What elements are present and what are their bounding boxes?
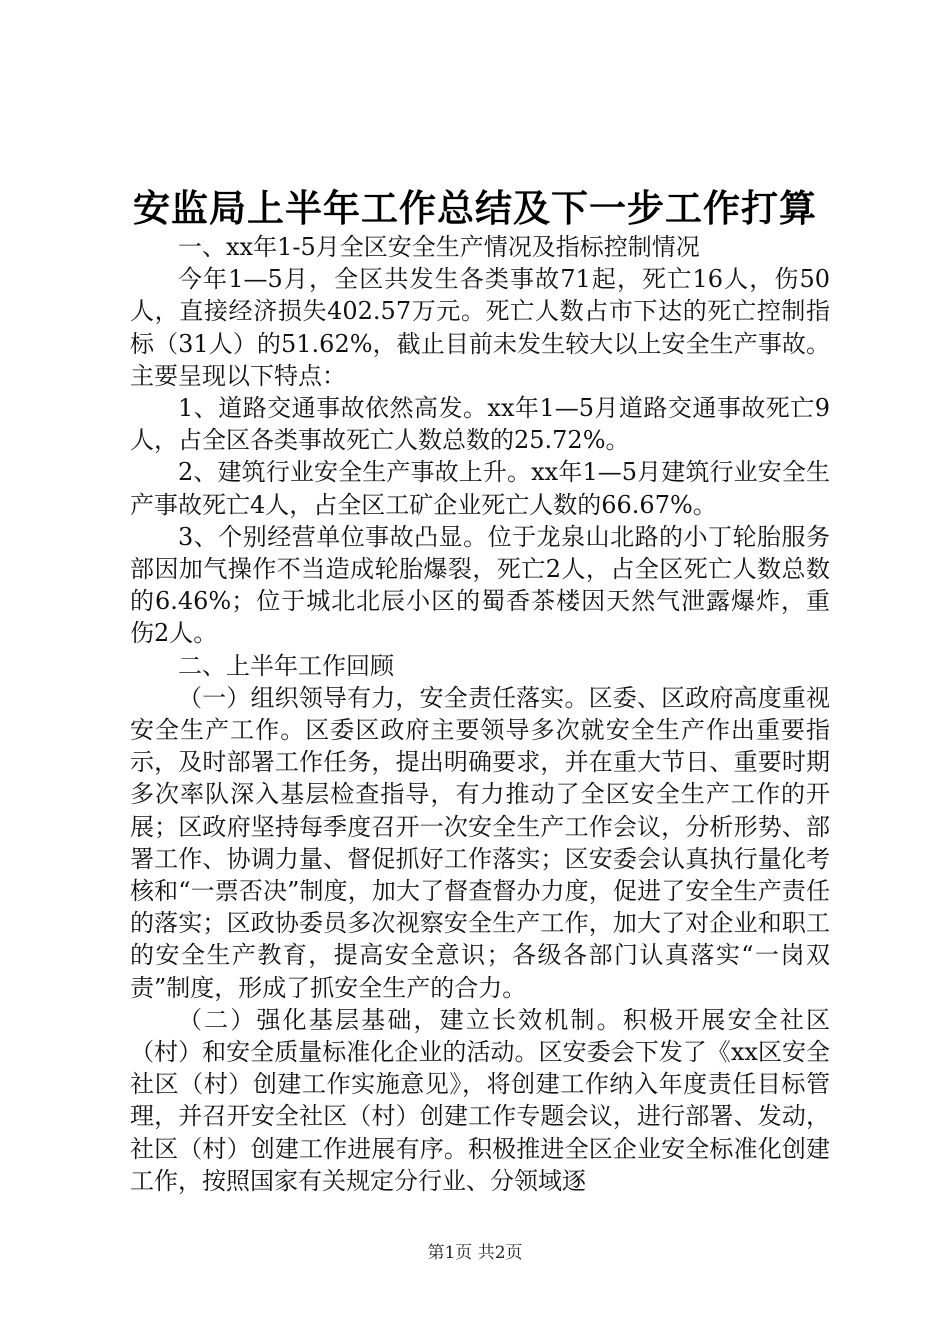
body-paragraph: 今年1—5月，全区共发生各类事故71起，死亡16人，伤50人，直接经济损失402.57万元。死亡人数占市下达的死亡控制指标（31人）的51.62%，截止目前未发生较大以上安全生产事故。主要呈现以下特点： bbox=[130, 265, 830, 390]
subsection-paragraph-1: （一）组织领导有力，安全责任落实。区委、区政府高度重视安全生产工作。区委区政府主要领导多次就安全生产作出重要指示，及时部署工作任务，提出明确要求，并在重大节日、重要时期多次率队深入基层检查指导，有力推动了全区安全生产工作的开展；区政府坚持每季度召开一次安全生产工作会议，分析形势、部署工作、协调力量、督促抓好工作落实；区安委会认真执行量化考核和“一票否决”制度，加大了督查督办力度，促进了安全生产责任的落实；区政协委员多次视察安全生产工作，加大了对企业和职工的安全生产教育，提高安全意识；各级各部门认真落实“一岗双责”制度，形成了抓安全生产的合力。 bbox=[130, 683, 830, 1002]
list-item-2: 2、建筑行业安全生产事故上升。xx年1—5月建筑行业安全生产事故死亡4人，占全区工矿企业死亡人数的66.67%。 bbox=[130, 458, 830, 519]
list-item-3: 3、个别经营单位事故凸显。位于龙泉山北路的小丁轮胎服务部因加气操作不当造成轮胎爆裂，死亡2人，占全区死亡人数总数的6.46%；位于城北北辰小区的蜀香茶楼因天然气泄露爆炸，重伤2人。 bbox=[130, 522, 830, 648]
list-item-1: 1、道路交通事故依然高发。xx年1—5月道路交通事故死亡9人，占全区各类事故死亡人数总数的25.72%。 bbox=[130, 394, 830, 455]
subsection-paragraph-2: （二）强化基层基础，建立长效机制。积极开展安全社区（村）和安全质量标准化企业的活动。区安委会下发了《xx区安全社区（村）创建工作实施意见》，将创建工作纳入年度责任目标管理，并召开安全社区（村）创建工作专题会议，进行部署、发动，社区（村）创建工作进展有序。积极推进全区企业安全标准化创建工作，按照国家有关规定分行业、分领域逐 bbox=[130, 1005, 830, 1195]
section-heading-2: 二、上半年工作回顾 bbox=[178, 651, 394, 680]
document-title: 安监局上半年工作总结及下一步工作打算 bbox=[133, 186, 817, 230]
section-heading-1: 一、xx年1-5月全区安全生产情况及指标控制情况 bbox=[178, 233, 700, 261]
page-footer: 第1页 共2页 bbox=[427, 1243, 523, 1263]
document-body bbox=[130, 231, 830, 1197]
